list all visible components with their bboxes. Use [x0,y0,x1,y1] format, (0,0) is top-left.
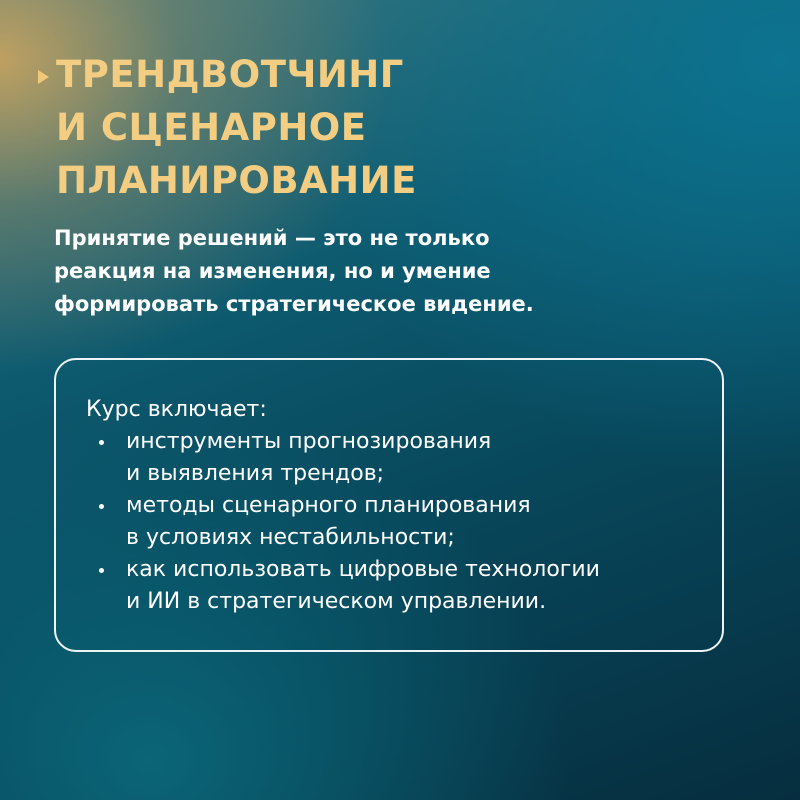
subtitle-line: Принятие решений — это не только [54,226,490,250]
subtitle-line: реакция на изменения, но и умение [54,259,491,283]
list-item [86,426,726,490]
subtitle-line: формировать стратегическое видение. [54,292,534,316]
subtitle [54,222,754,321]
list-item-line: и выявления трендов; [126,461,385,486]
page-title [56,48,756,207]
title-line: ПЛАНИРОВАНИЕ [56,159,417,202]
course-content-card [54,358,724,652]
list-item-line: и ИИ в стратегическом управлении. [126,589,547,614]
course-items-list [86,426,726,618]
bullet-dot-icon [99,568,104,573]
list-item [86,490,726,554]
list-item-line: методы сценарного планирования [126,493,531,518]
bullet-dot-icon [99,504,104,509]
card-intro: Курс включает: [86,397,267,422]
list-item-line: как использовать цифровые технологии [126,557,600,582]
title-line: ТРЕНДВОТЧИНГ [56,53,404,96]
bullet-dot-icon [99,440,104,445]
title-line: И СЦЕНАРНОЕ [56,106,367,149]
list-item-line: инструменты прогнозирования [126,429,492,454]
play-arrow-icon [38,70,49,84]
list-item [86,554,726,618]
list-item-line: в условиях нестабильности; [126,525,455,550]
